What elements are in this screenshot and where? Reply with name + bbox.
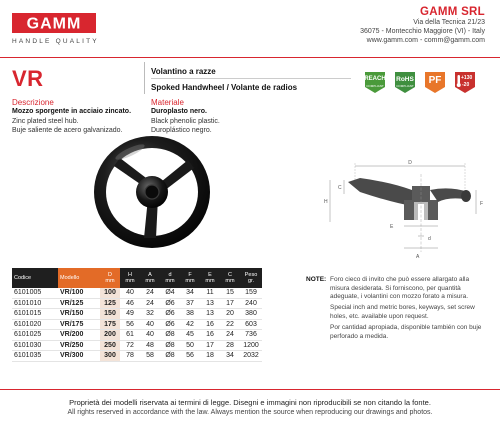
table-row (12, 309, 262, 320)
footer-line-2: All rights reserved in accordance with the law. Always mention the source when reproducing our drawings and photos. (67, 409, 433, 416)
cell-d-small: Ø6 (160, 298, 180, 309)
cell-a: 40 (140, 319, 160, 330)
cell-f: 38 (180, 309, 200, 320)
footer-line-1: Proprietà dei modelli riservata ai termini di legge. Disegni e immagini non riproducibili se non citando la fonte. (69, 398, 431, 407)
dim-label-a: A (416, 254, 420, 260)
reach-badge (363, 70, 387, 94)
cell-peso: 240 (240, 298, 262, 309)
cell-peso: 380 (240, 309, 262, 320)
cell-d-small: Ø6 (160, 319, 180, 330)
description-it: Mozzo sporgente in acciaio zincato. (12, 108, 132, 115)
col-header-modello: Modello (58, 268, 100, 288)
cell-d-small: Ø6 (160, 309, 180, 320)
table-row (12, 319, 262, 330)
table-header-row (12, 268, 262, 288)
col-header-c: C mm (220, 268, 240, 288)
cell-e: 18 (200, 351, 220, 362)
cell-a: 32 (140, 309, 160, 320)
pf-badge (423, 70, 447, 94)
cell-d: 300 (100, 351, 120, 362)
cell-f: 34 (180, 288, 200, 298)
cell-c: 22 (220, 319, 240, 330)
table-row (12, 288, 262, 298)
cell-codice: 6101005 (12, 288, 58, 298)
table-row (12, 298, 262, 309)
header-divider (0, 57, 500, 58)
cell-a: 40 (140, 330, 160, 341)
logo-tagline: HANDLE QUALITY (12, 38, 99, 45)
cell-codice: 6101010 (12, 298, 58, 309)
dim-label-d-lower: d (428, 236, 431, 242)
cell-modello: VR/150 (58, 309, 100, 320)
col-header-h: H mm (120, 268, 140, 288)
col-header-e: E mm (200, 268, 220, 288)
col-header-f: F mm (180, 268, 200, 288)
cell-peso: 603 (240, 319, 262, 330)
cell-peso: 2032 (240, 351, 262, 362)
cell-modello: VR/100 (58, 288, 100, 298)
product-name-it: Volantino a razze (151, 67, 216, 76)
cell-codice: 6101035 (12, 351, 58, 362)
col-header-codice: Codice (12, 268, 58, 288)
col-header-d: D mm (100, 268, 120, 288)
cell-codice: 6101030 (12, 340, 58, 351)
cell-h: 78 (120, 351, 140, 362)
cell-modello: VR/200 (58, 330, 100, 341)
dim-label-f: F (480, 201, 484, 207)
cell-modello: VR/300 (58, 351, 100, 362)
col-header-a: A mm (140, 268, 160, 288)
footer-divider (0, 389, 500, 390)
svg-text:GAMM: GAMM (26, 15, 82, 33)
cell-h: 72 (120, 340, 140, 351)
cell-c: 28 (220, 340, 240, 351)
cell-f: 37 (180, 298, 200, 309)
cell-e: 13 (200, 298, 220, 309)
note-it: Foro cieco di invito che può essere allargato alla misura desiderata. Si forniscono, per quantità adeguate, i volantini con mozzo forato a misura. (330, 276, 470, 300)
cell-modello: VR/250 (58, 340, 100, 351)
cell-e: 13 (200, 309, 220, 320)
cell-d: 100 (100, 288, 120, 298)
rohs-sublabel: COMPLIANT (396, 84, 414, 88)
cell-f: 56 (180, 351, 200, 362)
note-en: Special inch and metric bores, keyways, set screw holes, etc. available upon request. (330, 304, 475, 320)
rohs-badge (393, 70, 417, 94)
cell-a: 48 (140, 340, 160, 351)
cell-h: 56 (120, 319, 140, 330)
reach-icon (363, 70, 387, 94)
cell-e: 17 (200, 340, 220, 351)
cell-d-small: Ø8 (160, 330, 180, 341)
col-header-peso: Peso gr. (240, 268, 262, 288)
cell-peso: 736 (240, 330, 262, 341)
cell-d: 150 (100, 309, 120, 320)
company-name: GAMM SRL (419, 6, 485, 18)
cell-codice: 6101015 (12, 309, 58, 320)
spec-table (12, 268, 262, 362)
description-title: Descrizione (12, 98, 54, 107)
cell-peso: 1200 (240, 340, 262, 351)
cell-e: 16 (200, 330, 220, 341)
cell-c: 15 (220, 288, 240, 298)
material-es: Duroplástico negro. (151, 127, 212, 134)
cell-e: 16 (200, 319, 220, 330)
pf-label: PF (428, 75, 442, 86)
cell-h: 49 (120, 309, 140, 320)
cell-peso: 159 (240, 288, 262, 298)
material-title: Materiale (151, 98, 184, 107)
cell-h: 46 (120, 298, 140, 309)
reach-label: REACH (364, 76, 386, 82)
dim-label-e: E (390, 224, 394, 230)
temp-low: -20 (462, 82, 470, 88)
note-es: Por cantidad apropiada, disponible también con buje perforado a medida. (330, 324, 482, 340)
cell-d: 200 (100, 330, 120, 341)
material-it: Duroplasto nero. (151, 108, 208, 115)
notes-label: NOTE: (306, 276, 327, 283)
dim-label-c: C (338, 185, 342, 191)
gamm-logo (12, 13, 96, 33)
cell-d: 125 (100, 298, 120, 309)
cell-c: 17 (220, 298, 240, 309)
col-header-d-small: d mm (160, 268, 180, 288)
address-line-2: 36075 - Montecchio Maggiore (VI) - Italy (360, 28, 485, 35)
description-es: Buje saliente de acero galvanizado. (12, 127, 123, 134)
reach-sublabel: COMPLIANT (366, 84, 384, 88)
cell-c: 24 (220, 330, 240, 341)
cell-f: 42 (180, 319, 200, 330)
cell-e: 11 (200, 288, 220, 298)
dim-label-d-upper: D (408, 160, 412, 166)
cell-h: 40 (120, 288, 140, 298)
cell-f: 50 (180, 340, 200, 351)
material-en: Black phenolic plastic. (151, 117, 220, 125)
address-line-1: Via della Tecnica 21/23 (413, 19, 485, 26)
cell-modello: VR/175 (58, 319, 100, 330)
product-name-en-es: Spoked Handwheel / Volante de radios (151, 83, 298, 92)
dim-label-h: H (324, 199, 328, 205)
cell-a: 24 (140, 298, 160, 309)
table-row (12, 351, 262, 362)
cell-d-small: Ø8 (160, 351, 180, 362)
rohs-label: RoHS (396, 76, 414, 83)
table-row (12, 340, 262, 351)
cell-d: 175 (100, 319, 120, 330)
cell-a: 24 (140, 288, 160, 298)
product-code: VR (12, 66, 44, 91)
technical-drawing (300, 160, 490, 265)
cell-modello: VR/125 (58, 298, 100, 309)
company-info (360, 6, 485, 45)
title-divider (144, 62, 145, 94)
contact-line: www.gamm.com - comm@gamm.com (366, 37, 485, 44)
cell-c: 20 (220, 309, 240, 320)
cell-d-small: Ø8 (160, 340, 180, 351)
cell-codice: 6101020 (12, 319, 58, 330)
cell-d-small: Ø4 (160, 288, 180, 298)
table-row (12, 330, 262, 341)
cell-f: 45 (180, 330, 200, 341)
name-divider (151, 78, 351, 79)
cell-c: 34 (220, 351, 240, 362)
temp-high: +130 (461, 75, 473, 81)
cell-a: 58 (140, 351, 160, 362)
cell-h: 61 (120, 330, 140, 341)
cell-codice: 6101025 (12, 330, 58, 341)
cell-d: 250 (100, 340, 120, 351)
description-en: Zinc plated steel hub. (12, 117, 79, 125)
temperature-badge (453, 70, 477, 94)
handwheel-photo (90, 130, 214, 254)
